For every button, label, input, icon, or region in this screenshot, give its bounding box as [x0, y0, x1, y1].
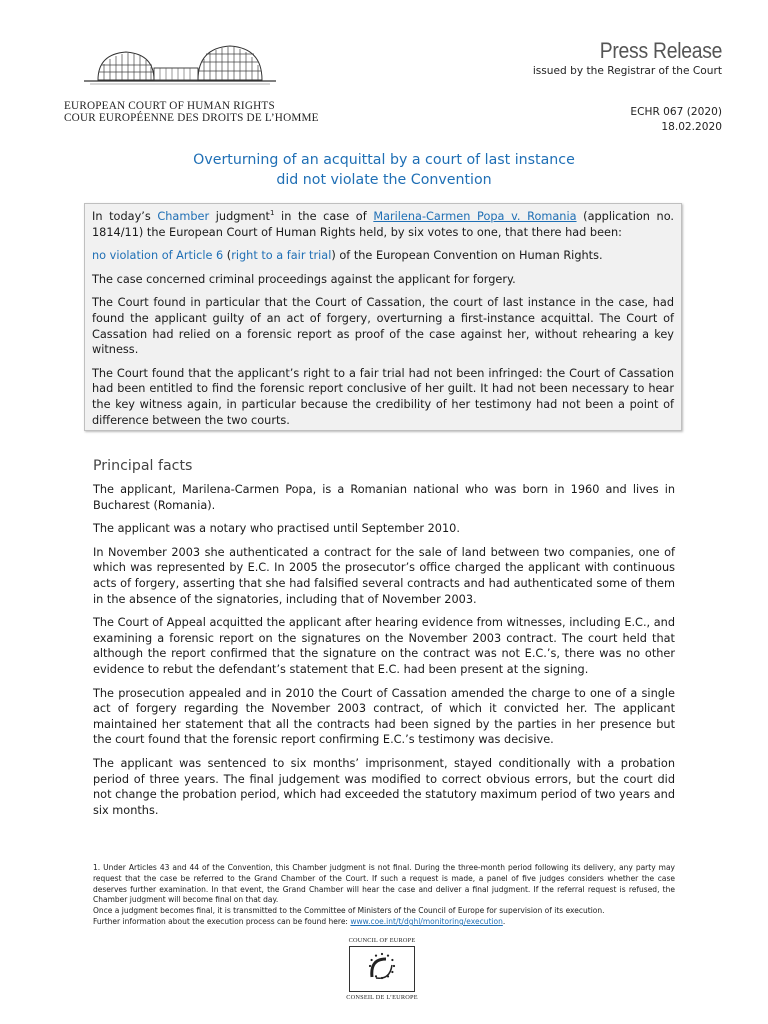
- section-heading: Principal facts: [93, 458, 193, 474]
- chamber-text: Chamber: [157, 210, 210, 223]
- footnote-text: 1. Under Articles 43 and 44 of the Convention, this Chamber judgment is not final. During the three-month period following its delivery, any party may request that the case be referred to the Grand Chamber of the Court. If such a request is made, a panel of five judges considers whether the case deserves further examination. In that event, the Grand Chamber will hear the case and deliver a final judgment. If the referral request is refused, the Chamber judgment will become final on that day.: [93, 863, 675, 905]
- text-span: in the case of: [274, 210, 374, 223]
- court-name-en: EUROPEAN COURT OF HUMAN RIGHTS: [64, 100, 275, 112]
- text-span: judgment: [209, 210, 270, 223]
- document-title: [0, 150, 768, 190]
- press-release-title: Press Release: [599, 38, 722, 63]
- summary-paragraph: The case concerned criminal proceedings against the applicant for forgery.: [92, 272, 516, 286]
- facts-paragraph: The prosecution appealed and in 2010 the Court of Cassation amended the charge to one of a single act of forgery regarding the November 2003 contract, of which it convicted her. The applicant maintained her statement that all the contracts had been signed by the parties in her presence but the court found that the forensic report confirming E.C.’s testimony was decisive.: [93, 686, 675, 747]
- facts-paragraph: The applicant was a notary who practised until September 2010.: [93, 522, 460, 536]
- press-release-heading: [533, 38, 722, 77]
- text-span: (application no. 1814/11) the European Court of Human Rights held, by six votes to one, that there had been:: [92, 210, 675, 239]
- footnote-text: [93, 917, 675, 928]
- reference-number: ECHR 067 (2020): [630, 106, 722, 118]
- verdict-paragraph: [92, 248, 674, 264]
- reference-block: [630, 105, 722, 135]
- court-logo: [64, 40, 319, 124]
- right-text: right to a fair trial: [231, 249, 332, 263]
- text-span: In today’s: [92, 210, 158, 223]
- summary-paragraph: The Court found in particular that the Court of Cassation, the court of last instance in the case, had found the applicant guilty of an act of forgery, overturning a first-instance acquittal. The Court of Cassation had relied on a forensic report as proof of the case against her, without rehearing a key witness.: [92, 296, 674, 357]
- release-date: 18.02.2020: [661, 121, 722, 133]
- issued-by: issued by the Registrar of the Court: [532, 65, 722, 77]
- summary-paragraph: [92, 209, 674, 240]
- title-line-1: Overturning of an acquittal by a court of last instance: [193, 152, 575, 168]
- summary-paragraph: The Court found that the applicant’s right to a fair trial had not been infringed: the Court of Cassation had been entitled to find the forensic report conclusive of her guilt. It had not been necessary to hear the key witness again, in particular because the credibility of her testimony had not been a point of difference between the two courts.: [92, 366, 674, 427]
- facts-body: [93, 482, 675, 826]
- footnote-text: Once a judgment becomes final, it is transmitted to the Committee of Ministers of the Council of Europe for supervision of its execution.: [93, 906, 605, 916]
- coe-stars-icon: [350, 947, 414, 991]
- coe-name-fr: CONSEIL DE L’EUROPE: [346, 994, 418, 1001]
- verdict-text: no violation of Article 6: [92, 249, 224, 263]
- court-name-fr: COUR EUROPÉENNE DES DROITS DE L’HOMME: [64, 112, 319, 124]
- text-span: (: [223, 249, 232, 263]
- facts-paragraph: The applicant, Marilena-Carmen Popa, is a Romanian national who was born in 1960 and lives in Bucharest (Romania).: [93, 483, 675, 512]
- facts-paragraph: In November 2003 she authenticated a contract for the sale of land between two companies, one of which was represented by E.C. In 2005 the prosecutor’s office charged the applicant with continuous acts of forgery, asserting that she had falsified several contracts and had authenticated some of them in the absence of the signatories, including that of November 2003.: [93, 545, 675, 606]
- text-span: .: [502, 916, 506, 926]
- text-span: Further information about the execution process can be found here:: [93, 916, 351, 926]
- footnote-ref[interactable]: 1: [269, 209, 275, 218]
- council-of-europe-logo: [330, 937, 434, 1001]
- coe-name-en: COUNCIL OF EUROPE: [348, 937, 416, 944]
- summary-box: [84, 203, 682, 431]
- title-line-2: did not violate the Convention: [276, 172, 492, 188]
- facts-paragraph: The Court of Appeal acquitted the applicant after hearing evidence from witnesses, including E.C., and examining a forensic report on the signatures on the November 2003 contract. The court held that although the report confirmed that the signature on the contract was not E.C.’s, there was no other evidence to rebut the defendant’s statement that E.C. had been present at the signing.: [93, 616, 675, 676]
- footnote: [93, 863, 675, 928]
- coe-emblem: [349, 946, 415, 992]
- facts-paragraph: The applicant was sentenced to six months’ imprisonment, stayed conditionally with a probation period of three years. The final judgement was modified to correct obvious errors, but the court did not change the probation period, which had exceeded the statutory maximum period of two years and six months.: [93, 756, 675, 817]
- court-building-icon: [80, 40, 276, 96]
- execution-link[interactable]: www.coe.int/t/dghl/monitoring/execution: [350, 916, 503, 926]
- case-link[interactable]: Marilena-Carmen Popa v. Romania: [373, 210, 577, 223]
- text-span: ) of the European Convention on Human Rights.: [331, 249, 603, 263]
